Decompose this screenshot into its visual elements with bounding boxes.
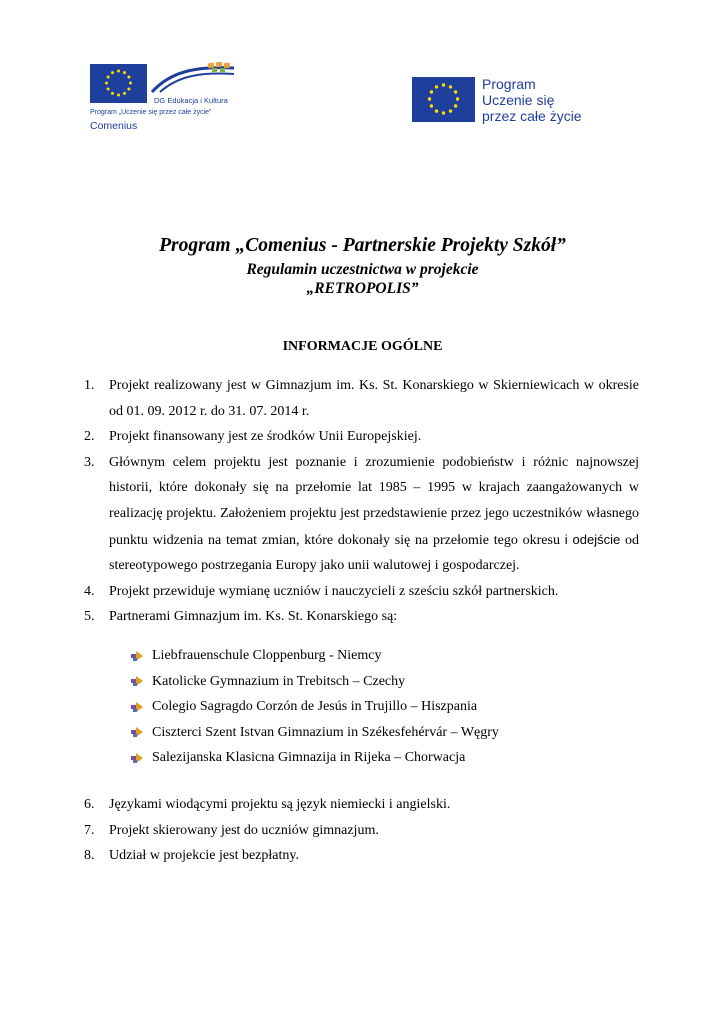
eu-flag-icon: [412, 77, 475, 122]
comenius-logo: [90, 60, 240, 136]
comenius-label: Comenius: [90, 120, 138, 132]
list-item: [84, 604, 639, 630]
llp-logo: [412, 74, 602, 124]
arrow-bullet-icon: [130, 649, 152, 663]
item-text: Językami wiodącymi projektu są język niemiecki i angielski.: [109, 797, 451, 812]
item-text: Projekt realizowany jest w Gimnazjum im. Ks. St. Konarskiego w Skierniewicach w okresie od 01. 09. 2012 r. do 31. 07. 2014 r.: [109, 378, 639, 419]
project-name: „RETROPOLIS”: [306, 280, 419, 297]
arrow-bullet-icon: [130, 751, 152, 765]
item-text-main: Głównym celem projektu jest poznanie i zrozumienie podobieństw i różnic najnowszej historii, które dokonały się na przełomie lat 1985 – 1995 w krajach zaangażowanych w realizację projektu. Założeniem projektu jest przedstawienie przez jego uczestników własnego punktu widzenia na temat zmian, które dokonały się na przełomie tego okresu: [109, 454, 639, 548]
partner-item: [130, 694, 499, 720]
eu-flag-icon: [90, 64, 147, 103]
list-item: [84, 424, 639, 450]
general-info-list: [84, 373, 639, 630]
list-item: [84, 818, 639, 844]
llp-line-1: Program: [482, 76, 536, 92]
item-text: Partnerami Gimnazjum im. Ks. St. Konarskiego są:: [109, 609, 398, 625]
partner-item: [130, 669, 499, 695]
item-number: 6.: [84, 797, 95, 812]
arrow-bullet-icon: [130, 725, 152, 739]
item-number: 8.: [84, 848, 95, 864]
document-title: Program „Comenius - Partnerskie Projekty Szkół”: [159, 235, 566, 256]
llp-line-2: Uczenie się: [482, 92, 555, 108]
item-text-end: od stereotypowego postrzegania Europy jako unii walutowej i gospodarczej.: [109, 532, 640, 574]
list-item: [84, 373, 639, 424]
partner-list: [130, 643, 499, 771]
arrow-bullet-icon: [130, 674, 152, 688]
list-item: [84, 579, 639, 605]
partner-name: Colegio Sagragdo Corzón de Jesús in Trujillo – Hiszpania: [152, 699, 478, 714]
list-item: [84, 450, 639, 579]
program-label: Program „Uczenie się przez całe życie”: [90, 109, 212, 116]
arrow-bullet-icon: [130, 700, 152, 714]
item-number: 5.: [84, 609, 95, 625]
partner-name: Katolicke Gymnazium in Trebitsch – Czechy: [152, 673, 406, 689]
item-number: 3.: [84, 454, 95, 470]
llp-line-3: przez całe życie: [482, 108, 582, 124]
item-text: Udział w projekcie jest bezpłatny.: [109, 848, 299, 864]
item-number: 7.: [84, 822, 95, 838]
item-text-small: i odejście: [564, 531, 621, 547]
item-number: 2.: [84, 429, 95, 445]
item-text: Projekt skierowany jest do uczniów gimnazjum.: [109, 822, 379, 838]
dg-label: DG Edukacja i Kultura: [154, 96, 228, 105]
document-subtitle: Regulamin uczestnictwa w projekcie: [246, 261, 479, 278]
item-number: 4.: [84, 583, 95, 599]
item-text: Projekt finansowany jest ze środków Unii Europejskiej.: [109, 429, 422, 445]
partner-name: Salezijanska Klasicna Gimnazija in Rijeka – Chorwacja: [152, 750, 466, 765]
section-heading: INFORMACJE OGÓLNE: [282, 339, 443, 354]
list-item: [84, 792, 639, 818]
swoosh-icon: [150, 62, 236, 96]
partner-name: Ciszterci Szent Istvan Gimnazium in Székesfehérvár – Węgry: [152, 724, 499, 740]
partner-item: [130, 643, 499, 669]
item-number: 1.: [84, 378, 95, 393]
partner-name: Liebfrauenschule Cloppenburg - Niemcy: [152, 648, 382, 663]
item-text: Projekt przewiduje wymianę uczniów i nauczycieli z sześciu szkół partnerskich.: [109, 583, 559, 599]
partner-item: [130, 720, 499, 746]
list-item: [84, 843, 639, 869]
general-info-list-continued: [84, 792, 639, 869]
item-text: [109, 450, 639, 579]
partner-item: [130, 745, 499, 771]
